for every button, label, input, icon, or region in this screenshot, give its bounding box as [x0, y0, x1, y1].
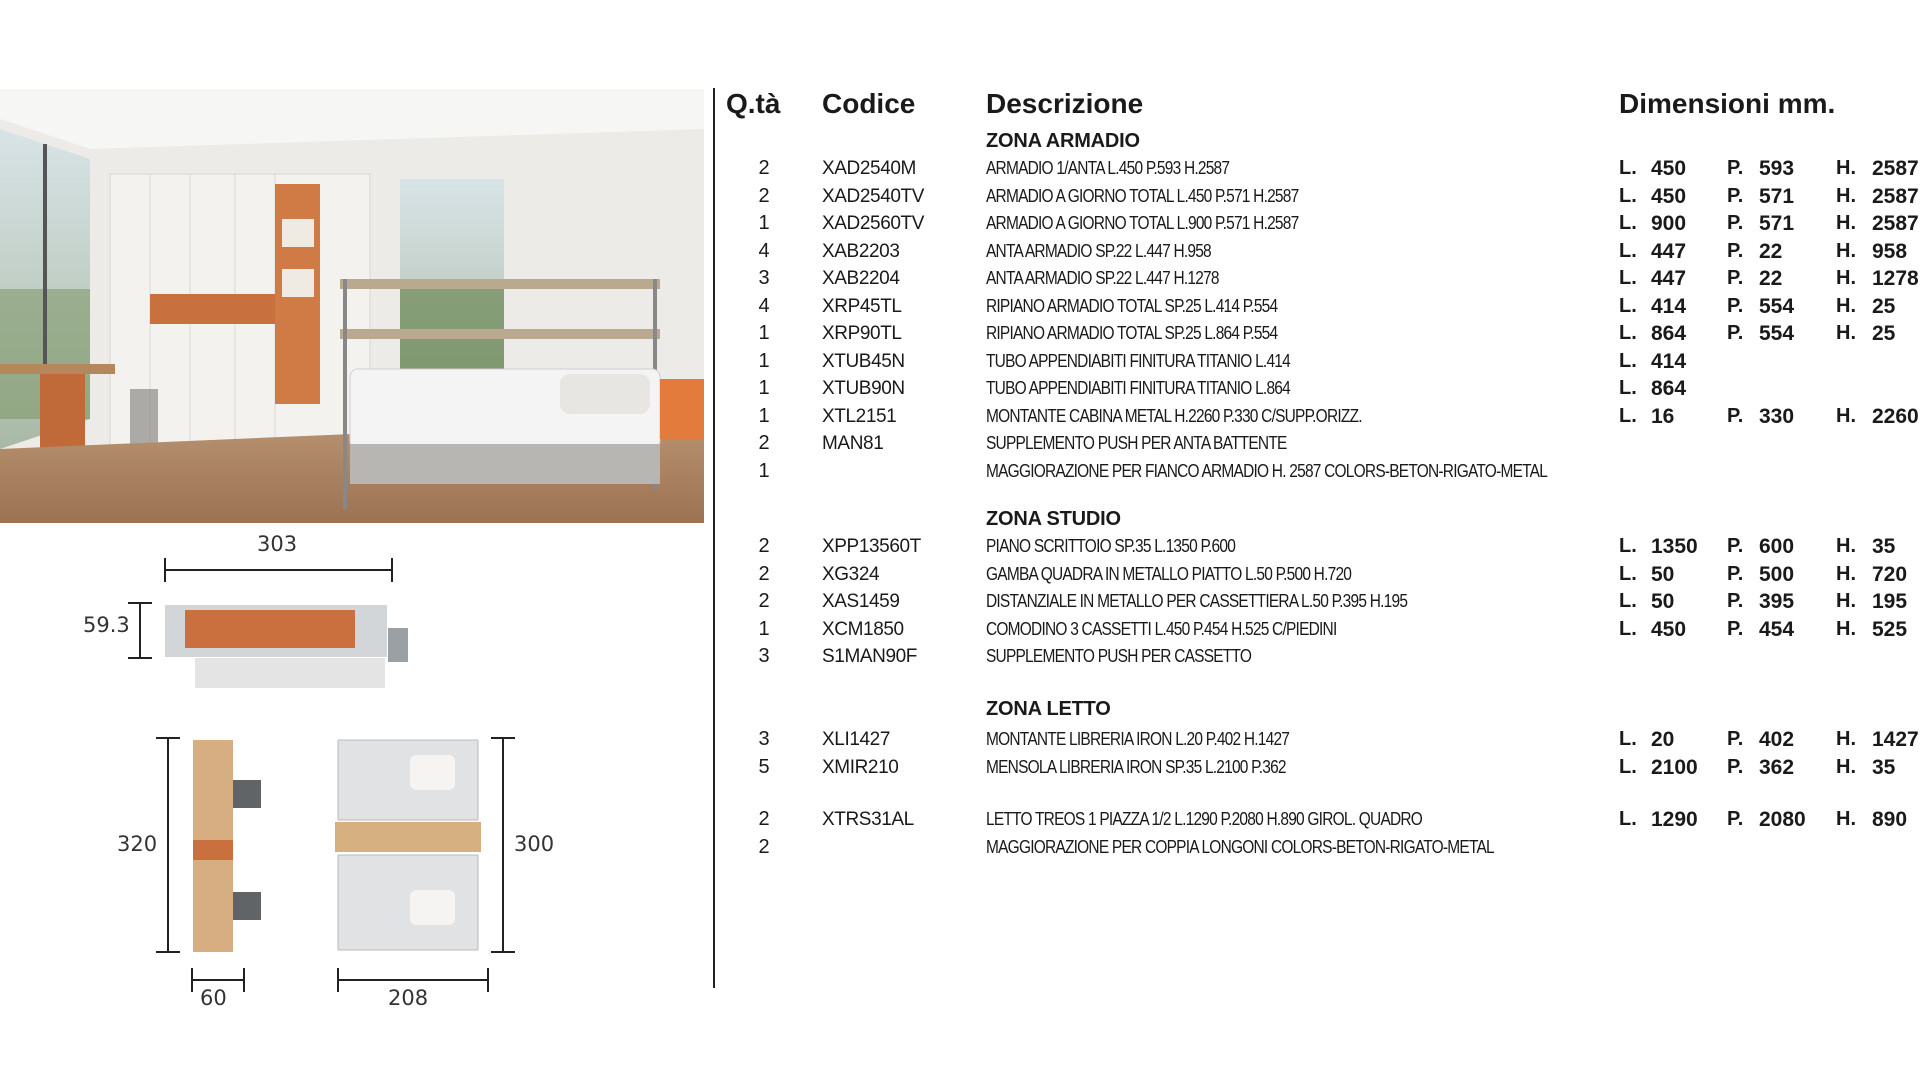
table-row — [726, 183, 1920, 210]
row-code: XCM1850 — [822, 618, 904, 640]
row-code: XMIR210 — [822, 756, 899, 778]
dim-value-h: 35 — [1872, 535, 1896, 558]
dim-prefix-h: H. — [1836, 728, 1856, 750]
dim-prefix-p: P. — [1727, 239, 1744, 262]
section-title: ZONA STUDIO — [986, 508, 1121, 530]
row-qty: 1 — [758, 212, 770, 234]
dim-prefix-p: P. — [1727, 728, 1744, 750]
dim-value-p: 22 — [1759, 239, 1783, 263]
row-qty: 1 — [758, 459, 770, 482]
row-qty: 1 — [758, 377, 770, 399]
dim-value-l: 900 — [1651, 212, 1687, 235]
table-row — [726, 320, 1920, 347]
row-code: MAN81 — [822, 433, 884, 454]
desk-width-label: 303 — [257, 532, 298, 556]
row-description: TUBO APPENDIABITI FINITURA TITANIO L.864 — [986, 378, 1290, 398]
dim-prefix-h: H. — [1836, 755, 1856, 778]
row-qty: 2 — [758, 535, 770, 557]
dim-prefix-p: P. — [1727, 267, 1744, 289]
dim-prefix-l: L. — [1619, 184, 1637, 207]
row-code: XTUB90N — [822, 378, 905, 399]
table-row — [726, 375, 1920, 402]
table-row — [726, 643, 1920, 670]
table-row — [726, 726, 1920, 753]
dim-value-l: 447 — [1651, 239, 1687, 263]
dim-value-l: 414 — [1651, 294, 1687, 318]
dim-value-h: 35 — [1872, 755, 1896, 779]
row-description: GAMBA QUADRA IN METALLO PIATTO L.50 P.500 H.720 — [986, 563, 1352, 584]
dim-value-p: 571 — [1759, 212, 1795, 235]
header-description: Descrizione — [986, 88, 1144, 119]
table-row — [726, 155, 1920, 182]
row-code: XAS1459 — [822, 591, 900, 612]
row-description: ANTA ARMADIO SP.22 L.447 H.958 — [986, 240, 1211, 261]
row-description: ARMADIO A GIORNO TOTAL L.450 P.571 H.2587 — [986, 185, 1299, 206]
dim-prefix-h: H. — [1836, 617, 1856, 640]
dim-value-p: 593 — [1759, 157, 1795, 180]
dim-prefix-p: P. — [1727, 184, 1744, 207]
dim-prefix-l: L. — [1619, 294, 1637, 317]
row-description: MAGGIORAZIONE PER FIANCO ARMADIO H. 2587 COLORS-BETON-RIGATO-METAL — [986, 460, 1548, 481]
dim-prefix-p: P. — [1727, 212, 1744, 234]
dim-value-l: 50 — [1651, 562, 1675, 586]
row-qty: 4 — [758, 239, 770, 262]
dim-value-l: 447 — [1651, 267, 1687, 290]
dim-value-l: 864 — [1651, 322, 1687, 345]
dim-prefix-l: L. — [1619, 590, 1637, 612]
row-description: ANTA ARMADIO SP.22 L.447 H.1278 — [986, 268, 1219, 288]
row-description: ARMADIO 1/ANTA L.450 P.593 H.2587 — [986, 158, 1230, 178]
dim-prefix-p: P. — [1727, 808, 1744, 830]
dim-prefix-l: L. — [1619, 212, 1637, 234]
dim-value-h: 958 — [1872, 239, 1908, 263]
row-qty: 3 — [758, 728, 770, 750]
row-code: XAB2203 — [822, 240, 900, 262]
dim-prefix-l: L. — [1619, 535, 1637, 557]
table-row — [726, 293, 1920, 320]
row-qty: 5 — [758, 755, 770, 778]
dim-value-p: 454 — [1759, 617, 1795, 641]
table-row — [726, 754, 1920, 781]
dim-value-p: 330 — [1759, 404, 1795, 428]
table-row — [726, 238, 1920, 265]
row-code: XAD2540TV — [822, 185, 925, 207]
dim-prefix-l: L. — [1619, 322, 1637, 344]
dim-prefix-l: L. — [1619, 267, 1637, 289]
dim-value-h: 2587 — [1872, 157, 1919, 180]
dim-prefix-h: H. — [1836, 267, 1856, 289]
row-code: XAD2540M — [822, 158, 916, 179]
row-description: MONTANTE LIBRERIA IRON L.20 P.402 H.1427 — [986, 729, 1290, 749]
table-row — [726, 806, 1920, 833]
dim-prefix-p: P. — [1727, 535, 1744, 557]
dim-prefix-p: P. — [1727, 617, 1744, 640]
dim-prefix-p: P. — [1727, 404, 1744, 427]
table-row — [726, 210, 1920, 237]
dim-prefix-l: L. — [1619, 157, 1637, 179]
row-qty: 3 — [758, 645, 770, 667]
dim-value-l: 414 — [1651, 349, 1687, 373]
row-qty: 1 — [758, 404, 770, 427]
dim-value-l: 450 — [1651, 157, 1687, 180]
table-row — [726, 265, 1920, 292]
row-qty: 2 — [758, 808, 770, 830]
dim-prefix-l: L. — [1619, 349, 1637, 372]
dim-prefix-l: L. — [1619, 562, 1637, 585]
dim-prefix-h: H. — [1836, 212, 1856, 234]
dim-value-p: 554 — [1759, 322, 1795, 345]
dim-prefix-l: L. — [1619, 404, 1637, 427]
dim-prefix-h: H. — [1836, 322, 1856, 344]
row-code: XAB2204 — [822, 268, 900, 289]
row-description: SUPPLEMENTO PUSH PER ANTA BATTENTE — [986, 433, 1287, 453]
row-qty: 2 — [758, 432, 770, 454]
bed-length-label: 300 — [514, 832, 555, 856]
dim-value-h: 2587 — [1872, 184, 1919, 208]
row-code: XG324 — [822, 563, 880, 585]
row-description: TUBO APPENDIABITI FINITURA TITANIO L.414 — [986, 350, 1290, 371]
table-row — [726, 458, 1920, 485]
row-code: XAD2560TV — [822, 213, 925, 234]
table-row — [726, 403, 1920, 430]
dim-value-p: 600 — [1759, 535, 1795, 558]
row-qty: 2 — [758, 562, 770, 585]
section-title: ZONA ARMADIO — [986, 130, 1140, 152]
dim-prefix-p: P. — [1727, 590, 1744, 612]
dim-value-h: 2587 — [1872, 212, 1919, 235]
row-description: MONTANTE CABINA METAL H.2260 P.330 C/SUPP.ORIZZ. — [986, 405, 1362, 426]
dim-prefix-h: H. — [1836, 239, 1856, 262]
row-code: XRP90TL — [822, 323, 902, 344]
dim-value-h: 1278 — [1872, 267, 1919, 290]
room-photo — [0, 89, 704, 523]
dim-value-l: 50 — [1651, 590, 1675, 613]
dim-value-l: 1290 — [1651, 808, 1698, 831]
row-description: ARMADIO A GIORNO TOTAL L.900 P.571 H.2587 — [986, 213, 1299, 233]
header-qty: Q.tà — [726, 88, 781, 119]
dim-value-l: 20 — [1651, 728, 1675, 751]
row-description: SUPPLEMENTO PUSH PER CASSETTO — [986, 646, 1252, 666]
row-description: MENSOLA LIBRERIA IRON SP.35 L.2100 P.362 — [986, 756, 1286, 777]
technical-drawings — [0, 532, 704, 1040]
dim-value-l: 2100 — [1651, 755, 1698, 779]
bed-width-label: 208 — [388, 986, 429, 1010]
row-code: XTRS31AL — [822, 809, 914, 830]
row-code: XLI1427 — [822, 729, 890, 750]
row-code: XTUB45N — [822, 350, 905, 372]
dim-prefix-h: H. — [1836, 590, 1856, 612]
section-title: ZONA LETTO — [986, 698, 1111, 720]
table-row — [726, 588, 1920, 615]
table-row — [726, 834, 1920, 861]
dim-prefix-l: L. — [1619, 728, 1637, 750]
table-row — [726, 533, 1920, 560]
column-divider — [713, 88, 715, 988]
table-row — [726, 430, 1920, 457]
dim-value-p: 362 — [1759, 755, 1795, 779]
dim-value-p: 395 — [1759, 590, 1795, 613]
row-description: RIPIANO ARMADIO TOTAL SP.25 L.414 P.554 — [986, 295, 1278, 316]
row-qty: 3 — [758, 267, 770, 289]
dim-value-h: 525 — [1872, 617, 1908, 641]
dim-value-h: 720 — [1872, 562, 1908, 586]
row-qty: 2 — [758, 184, 770, 207]
dim-prefix-h: H. — [1836, 294, 1856, 317]
row-code: XTL2151 — [822, 405, 897, 427]
dim-value-p: 500 — [1759, 562, 1795, 586]
dim-value-l: 450 — [1651, 184, 1687, 208]
dim-value-h: 1427 — [1872, 728, 1919, 751]
dim-value-l: 16 — [1651, 404, 1675, 428]
dim-prefix-p: P. — [1727, 755, 1744, 778]
row-code: XRP45TL — [822, 295, 902, 317]
side-length-label: 320 — [117, 832, 158, 856]
dim-value-l: 450 — [1651, 617, 1687, 641]
row-qty: 2 — [758, 835, 770, 858]
table-row — [726, 561, 1920, 588]
row-qty: 2 — [758, 157, 770, 179]
dim-prefix-l: L. — [1619, 617, 1637, 640]
dim-value-p: 402 — [1759, 728, 1795, 751]
dim-value-p: 571 — [1759, 184, 1795, 208]
dim-prefix-p: P. — [1727, 157, 1744, 179]
dim-prefix-h: H. — [1836, 157, 1856, 179]
row-description: MAGGIORAZIONE PER COPPIA LONGONI COLORS-BETON-RIGATO-METAL — [986, 836, 1494, 857]
row-qty: 1 — [758, 349, 770, 372]
row-qty: 1 — [758, 617, 770, 640]
dim-value-h: 2260 — [1872, 404, 1919, 428]
dim-value-p: 2080 — [1759, 808, 1806, 831]
dim-prefix-h: H. — [1836, 808, 1856, 830]
side-width-label: 60 — [200, 986, 227, 1010]
row-qty: 1 — [758, 322, 770, 344]
header-code: Codice — [822, 88, 916, 119]
header-dimensions: Dimensioni mm. — [1619, 88, 1836, 119]
dim-prefix-l: L. — [1619, 808, 1637, 830]
row-qty: 2 — [758, 590, 770, 612]
dim-value-h: 25 — [1872, 294, 1896, 318]
dim-value-p: 22 — [1759, 267, 1783, 290]
table-row — [726, 616, 1920, 643]
dim-value-p: 554 — [1759, 294, 1795, 318]
desk-depth-label: 59.3 — [83, 613, 130, 637]
row-description: DISTANZIALE IN METALLO PER CASSETTIERA L.50 P.395 H.195 — [986, 591, 1408, 611]
row-description: LETTO TREOS 1 PIAZZA 1/2 L.1290 P.2080 H.890 GIROL. QUADRO — [986, 809, 1423, 829]
row-description: COMODINO 3 CASSETTI L.450 P.454 H.525 C/PIEDINI — [986, 618, 1337, 639]
dim-value-h: 25 — [1872, 322, 1896, 345]
dim-prefix-p: P. — [1727, 294, 1744, 317]
dim-prefix-l: L. — [1619, 377, 1637, 399]
spec-table — [726, 88, 1920, 1048]
table-row — [726, 348, 1920, 375]
dim-value-l: 864 — [1651, 377, 1687, 400]
dim-prefix-l: L. — [1619, 755, 1637, 778]
row-description: PIANO SCRITTOIO SP.35 L.1350 P.600 — [986, 536, 1236, 556]
row-description: RIPIANO ARMADIO TOTAL SP.25 L.864 P.554 — [986, 323, 1278, 343]
dim-prefix-h: H. — [1836, 535, 1856, 557]
dim-prefix-p: P. — [1727, 562, 1744, 585]
dim-prefix-h: H. — [1836, 562, 1856, 585]
dim-value-h: 890 — [1872, 808, 1908, 831]
row-qty: 4 — [758, 294, 770, 317]
dim-value-h: 195 — [1872, 590, 1908, 613]
dim-prefix-h: H. — [1836, 404, 1856, 427]
row-code: S1MAN90F — [822, 646, 918, 667]
dim-prefix-l: L. — [1619, 239, 1637, 262]
dim-value-l: 1350 — [1651, 535, 1698, 558]
row-code: XPP13560T — [822, 536, 921, 557]
dim-prefix-p: P. — [1727, 322, 1744, 344]
dim-prefix-h: H. — [1836, 184, 1856, 207]
